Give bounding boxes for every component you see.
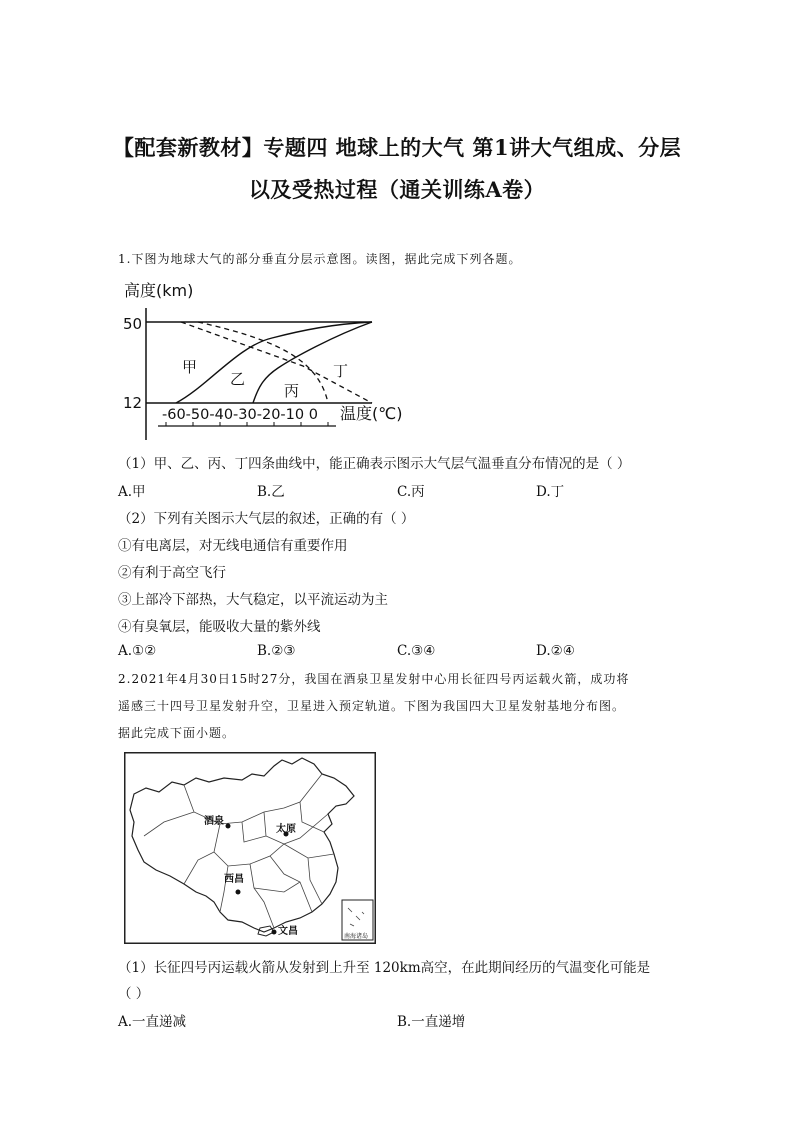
q1-sub2-option-b[interactable]: B.②③ xyxy=(257,643,296,659)
label-taiyuan: 太原 xyxy=(276,824,296,835)
question-2-stem-line2: 遥感三十四号卫星发射升空，卫星进入预定轨道。下图为我国四大卫星发射基地分布图。 xyxy=(118,699,626,713)
q2-sub1-option-b[interactable]: B.一直递增 xyxy=(397,1014,466,1030)
x-tick-labels: -60-50-40-30-20-10 0 xyxy=(162,407,318,423)
label-yi: 乙 xyxy=(230,370,246,388)
label-ding: 丁 xyxy=(333,362,349,380)
label-jia: 甲 xyxy=(182,358,198,376)
china-launch-sites-map xyxy=(124,752,376,944)
y-tick-50: 50 xyxy=(123,315,143,333)
x-axis-label: 温度(℃) xyxy=(340,404,403,423)
curve-ding xyxy=(198,322,328,403)
map-frame xyxy=(125,753,376,944)
statement-3: ③上部冷下部热，大气稳定，以平流运动为主 xyxy=(118,592,388,608)
inset-label: 南海诸岛 xyxy=(344,933,369,940)
statement-2: ②有利于高空飞行 xyxy=(118,565,226,581)
q2-sub1-option-a[interactable]: A.一直递减 xyxy=(118,1014,187,1030)
label-bing: 丙 xyxy=(284,382,300,400)
q1-sub1-option-c[interactable]: C.丙 xyxy=(397,484,425,500)
xichang-marker xyxy=(236,890,241,895)
label-jiuquan: 酒泉 xyxy=(204,816,224,827)
page-title-line2: 以及受热过程（通关训练A卷） xyxy=(248,177,546,202)
curve-yi xyxy=(253,322,372,403)
q1-sub1-option-a[interactable]: A.甲 xyxy=(118,484,146,500)
statement-1: ①有电离层，对无线电通信有重要作用 xyxy=(118,538,348,554)
atmosphere-layer-chart xyxy=(118,276,428,444)
y-axis-label: 高度(km) xyxy=(124,281,194,300)
question-1-sub-1: （1）甲、乙、丙、丁四条曲线中，能正确表示图示大气层气温垂直分布情况的是（ ） xyxy=(118,456,631,472)
jiuquan-marker xyxy=(226,824,231,829)
question-1-stem: 1.下图为地球大气的部分垂直分层示意图。读图，据此完成下列各题。 xyxy=(118,252,522,266)
y-tick-12: 12 xyxy=(123,394,143,412)
question-1-sub-2: （2）下列有关图示大气层的叙述，正确的有（ ） xyxy=(118,511,415,527)
label-xichang: 西昌 xyxy=(224,874,244,885)
statement-4: ④有臭氧层，能吸收大量的紫外线 xyxy=(118,619,321,635)
wenchang-marker xyxy=(272,930,277,935)
q1-sub2-option-a[interactable]: A.①② xyxy=(118,643,157,659)
q1-sub1-option-b[interactable]: B.乙 xyxy=(257,484,285,500)
q1-sub2-option-c[interactable]: C.③④ xyxy=(397,643,436,659)
q1-sub1-option-d[interactable]: D.丁 xyxy=(536,484,565,500)
question-2-sub-1-line1: （1）长征四号丙运载火箭从发射到上升至 120km高空，在此期间经历的气温变化可能是 xyxy=(118,960,651,976)
q1-sub2-option-d[interactable]: D.②④ xyxy=(536,643,575,659)
page-title-line1: 【配套新教材】专题四 地球上的大气 第1讲大气组成、分层 xyxy=(112,135,682,160)
question-2-sub-1-line2: （ ） xyxy=(118,986,150,1002)
question-2-stem-line1: 2.2021年4月30日15时27分，我国在酒泉卫星发射中心用长征四号丙运载火箭，成功将 xyxy=(118,672,630,686)
label-wenchang: 文昌 xyxy=(278,926,298,937)
question-2-stem-line3: 据此完成下面小题。 xyxy=(118,726,236,740)
